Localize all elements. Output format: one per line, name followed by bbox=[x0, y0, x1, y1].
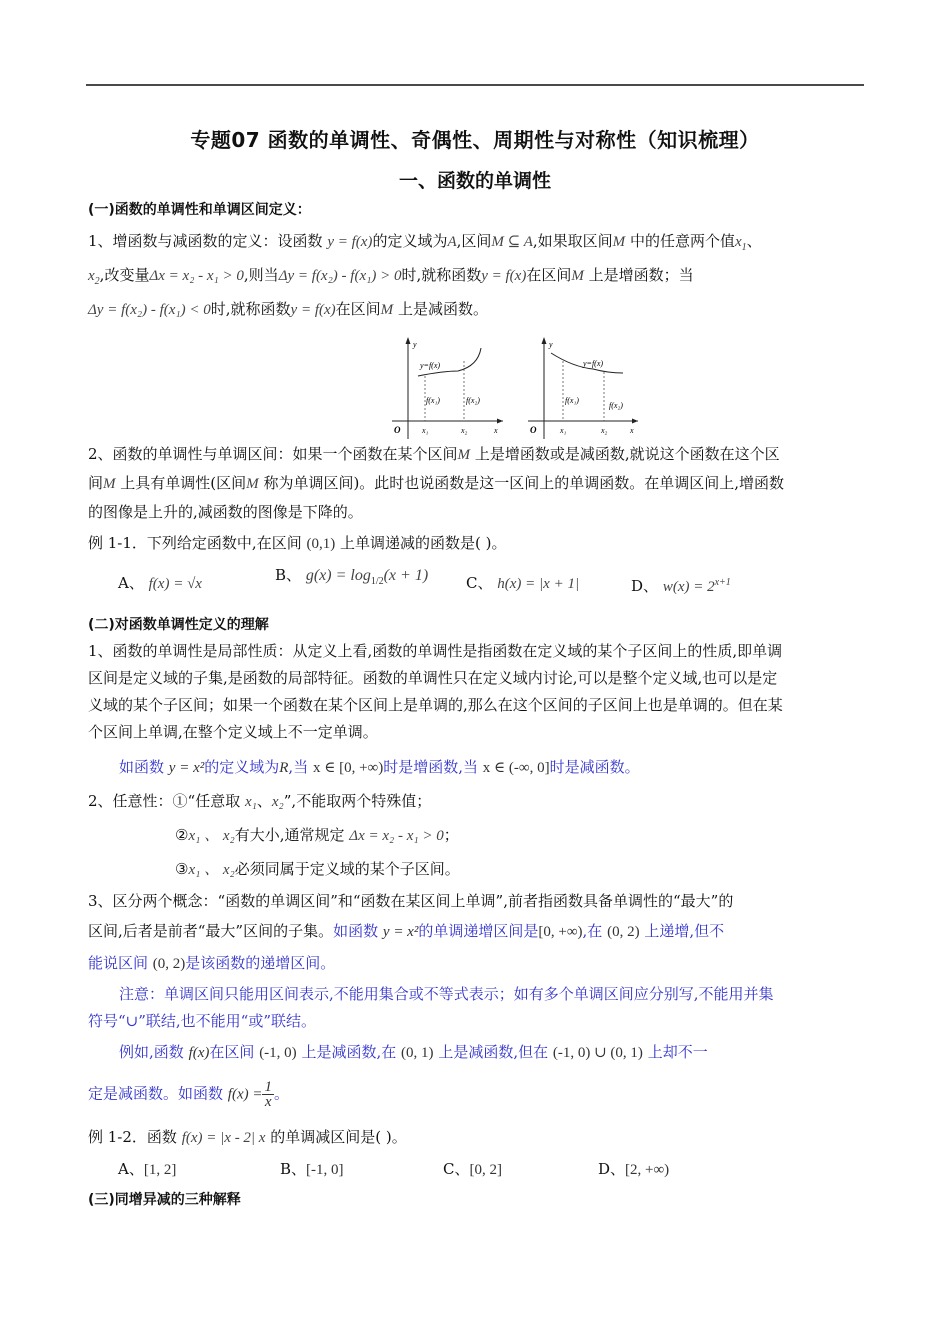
math-interval: (0,1) bbox=[306, 536, 336, 552]
paragraph-line: 个区间上单调,在整个定义域上不一定单调。 bbox=[88, 723, 378, 741]
math-delta-y: Δy = f(x₂) - f(x₁) < 0 bbox=[88, 302, 211, 318]
text: 上是增函数；当 bbox=[588, 266, 694, 284]
math-fx: y = f(x) bbox=[481, 268, 527, 284]
paragraph-line: 义域的某个子区间；如果一个函数在某个区间上是单调的,那么在这个区间的子区间上也是单调的。但在某 bbox=[88, 696, 783, 714]
curve-label: y=f(x) bbox=[583, 359, 604, 368]
math-M-subset-A: M ⊆ A bbox=[491, 234, 533, 250]
origin-label: O bbox=[394, 425, 401, 435]
math-x1: $x_1$ bbox=[734, 234, 747, 253]
section-title: 一、函数的单调性 bbox=[398, 170, 551, 192]
text: 的定义域为 bbox=[372, 232, 448, 250]
reciprocal-example-line-2: 定是减函数。如函数 f(x) = $\frac{1}{x}$ 。 bbox=[88, 1079, 289, 1110]
math-M: M bbox=[103, 476, 116, 492]
origin-label: O bbox=[530, 425, 537, 435]
option-a[interactable]: A、[1, 2] bbox=[118, 1160, 177, 1178]
definition-1-line-3 bbox=[88, 299, 488, 320]
example-1-2-question: 例 1-2．函数 f(x) = |x - 2| x 的单调减区间是( )。 bbox=[88, 1128, 407, 1146]
text: 间 bbox=[88, 474, 104, 492]
decreasing-function-graph bbox=[528, 337, 638, 439]
text: ,区间 bbox=[456, 232, 492, 250]
y-axis-arrow-icon bbox=[542, 337, 547, 344]
option-c[interactable]: C、 h(x) = |x + 1| bbox=[466, 574, 580, 592]
definition-2-line-3: 的图像是上升的,减函数的图像是下降的。 bbox=[88, 503, 363, 521]
concept-line-3: 能说区间 (0, 2)是该函数的递增区间。 bbox=[88, 954, 336, 972]
increasing-function-graph bbox=[392, 337, 503, 439]
math-delta-y: Δy = f(x₂) - f(x₁) > 0 bbox=[278, 268, 402, 284]
reciprocal-example-line-1: 例如,函数 f(x)在区间 (-1, 0) 上是减函数,在 (0, 1) 上是减函数,但在 (-1, 0) ∪ (0, 1) 上却不一 bbox=[119, 1043, 708, 1061]
note-line-1: 注意：单调区间只能用区间表示,不能用集合或不等式表示；如有多个单调区间应分别写,不能用并集 bbox=[119, 985, 774, 1003]
part3-heading: (三)同增异减的三种解释 bbox=[88, 1192, 241, 1208]
option-d[interactable]: D、 $w(x) = 2^{x+1}$ bbox=[631, 577, 731, 595]
x1-label: x₁ bbox=[422, 426, 429, 435]
x-axis-arrow-icon bbox=[497, 419, 503, 424]
text: 上是增函数或是减函数,就说这个函数在这个区 bbox=[474, 445, 780, 463]
concept-line-1: 3、区分两个概念：“函数的单调区间”和“函数在某区间上单调”,前者指函数具备单调性的“最大”的 bbox=[88, 892, 734, 910]
math-delta-x: Δx = x₂ - x₁ > 0 bbox=[149, 268, 244, 284]
y-axis-arrow-icon bbox=[406, 337, 411, 344]
fx2-label: f(x₂) bbox=[466, 396, 480, 405]
text: ,改变量 bbox=[99, 266, 150, 284]
x-axis-arrow-icon bbox=[632, 419, 638, 424]
document-title: 专题07 函数的单调性、奇偶性、周期性与对称性（知识梳理） bbox=[190, 128, 760, 152]
part1-heading: (一)函数的单调性和单调区间定义： bbox=[88, 202, 311, 218]
text: 2、函数的单调性与单调区间：如果一个函数在某个区间 bbox=[88, 445, 458, 463]
fx1-label: f(x₁) bbox=[426, 396, 440, 405]
paragraph-line: 区间是定义域的子集,是函数的局部特征。函数的单调性只在定义域内讨论,可以是整个定义域,也可以是定 bbox=[88, 669, 778, 687]
text: 称为单调区间)。此时也说函数是这一区间上的单调函数。在单调区间上,增函数 bbox=[263, 474, 785, 492]
text: 上单调递减的函数是( )。 bbox=[340, 534, 507, 552]
option-d[interactable]: D、[2, +∞) bbox=[598, 1160, 670, 1178]
text: 1、增函数与减函数的定义：设函数 bbox=[88, 232, 323, 250]
math-A: A bbox=[447, 234, 457, 250]
text: 时,就称函数 bbox=[401, 266, 482, 284]
definition-2-line-2 bbox=[88, 473, 784, 494]
math-fx: y = f(x) bbox=[290, 302, 336, 318]
option-b[interactable]: B、[-1, 0] bbox=[280, 1160, 344, 1178]
fraction-1-over-x: $\frac{1}{x}$ bbox=[264, 1079, 272, 1110]
math-M: M bbox=[380, 302, 394, 318]
math-M: M bbox=[612, 234, 626, 250]
x2-label: x₂ bbox=[461, 426, 468, 435]
text: ,如果取区间 bbox=[532, 232, 613, 250]
note-line-2: 符号“∪”联结,也不能用“或”联结。 bbox=[88, 1012, 317, 1030]
definition-2-line-1 bbox=[88, 444, 780, 465]
fx2-label: f(x₂) bbox=[609, 401, 623, 410]
concept-line-2: 区间,后者是前者“最大”区间的子集。如函数 y = x²的单调递增区间是[0, +∞),在 (0, 2) 上递增,但不 bbox=[88, 922, 725, 940]
paragraph-line: 1、函数的单调性是局部性质：从定义上看,函数的单调性是指函数在定义域的某个子区间上的性质,即单调 bbox=[88, 642, 783, 660]
text: ,则当 bbox=[243, 266, 279, 284]
curve-label: y=f(x) bbox=[420, 361, 441, 370]
x2-label: x₂ bbox=[601, 426, 608, 435]
arbitrariness-line-1: 2、任意性：①“任意取 x₁、x₂”,不能取两个特殊值； bbox=[88, 792, 432, 810]
x-squared-example: 如函数 y = x²的定义域为R,当 x ∈ [0, +∞)时是增函数,当 x ∈ (-∞, 0]时是减函数。 bbox=[119, 758, 640, 776]
text: 时,就称函数 bbox=[210, 300, 291, 318]
header-rule bbox=[86, 84, 864, 86]
option-c[interactable]: C、[0, 2] bbox=[443, 1160, 502, 1178]
x1-label: x₁ bbox=[560, 426, 567, 435]
text: 上具有单调性(区间 bbox=[120, 474, 247, 492]
text: 中的任意两个值 bbox=[629, 232, 735, 250]
arbitrariness-line-3: ③x₁ 、 x₂必须同属于定义域的某个子区间。 bbox=[175, 860, 460, 878]
math-x2: $x_2$ bbox=[88, 268, 100, 287]
text: 、 bbox=[746, 232, 762, 250]
part2-heading: (二)对函数单调性定义的理解 bbox=[88, 617, 269, 633]
math-M: M bbox=[457, 447, 471, 463]
text: 例 1-1．下列给定函数中,在区间 bbox=[88, 534, 302, 552]
fx1-label: f(x₁) bbox=[565, 396, 579, 405]
math-fx: y = f(x) bbox=[327, 234, 373, 250]
option-a[interactable]: A、 f(x) = √x bbox=[118, 574, 202, 592]
definition-1-line-1 bbox=[88, 231, 762, 258]
text: 在区间 bbox=[335, 300, 381, 318]
example-1-1-question bbox=[88, 533, 507, 554]
arbitrariness-line-2: ②x₁ 、 x₂有大小,通常规定 Δx = x₂ - x₁ > 0； bbox=[175, 826, 459, 844]
math-M: M bbox=[246, 476, 259, 492]
math-M: M bbox=[571, 268, 584, 284]
x-axis-label: x bbox=[494, 426, 498, 435]
text: 在区间 bbox=[526, 266, 572, 284]
definition-1-line-2 bbox=[88, 265, 694, 292]
option-b[interactable]: B、 $g(x) = \log_{1/2}(x + 1)$ bbox=[275, 566, 429, 587]
text: 上是减函数。 bbox=[397, 300, 488, 318]
monotonic-graphs-figure bbox=[388, 333, 638, 445]
x-axis-label: x bbox=[630, 426, 634, 435]
y-axis-label: y bbox=[413, 340, 417, 349]
y-axis-label: y bbox=[549, 340, 553, 349]
